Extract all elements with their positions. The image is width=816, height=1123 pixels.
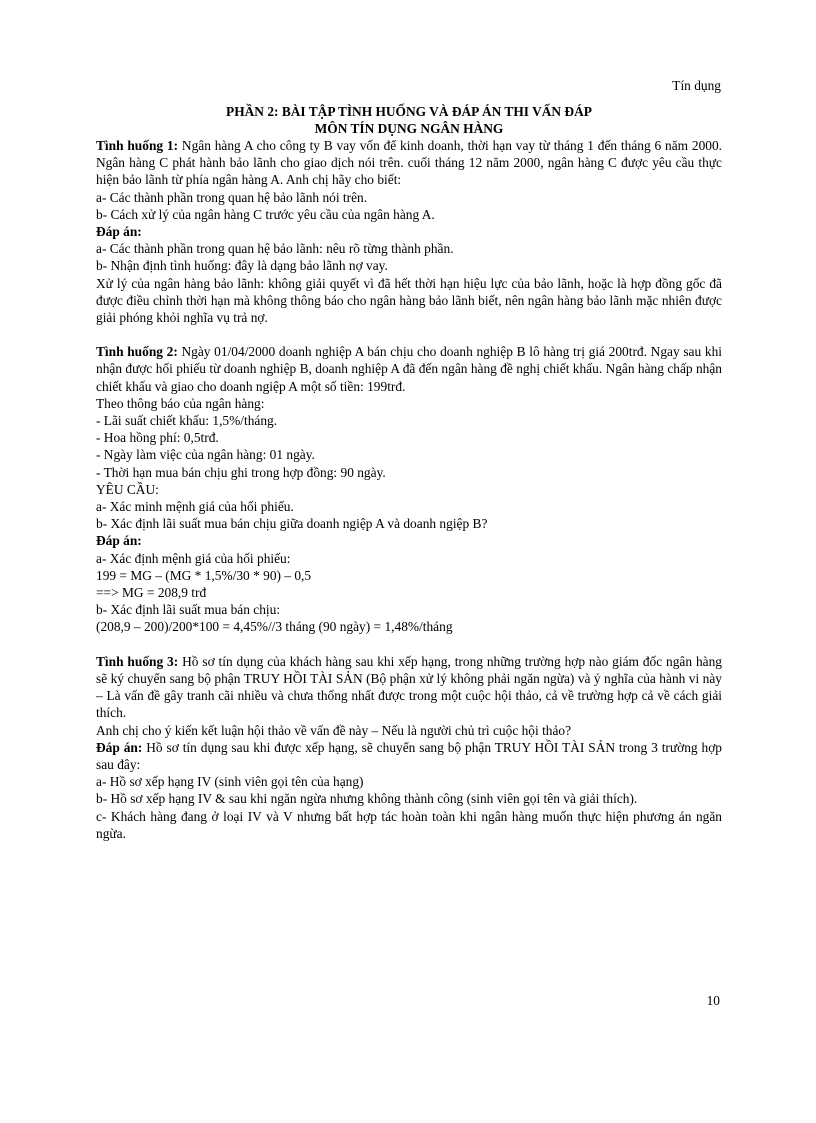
case-1-answer-c: Xử lý của ngân hàng bảo lãnh: không giải quyết vì đã hết thời hạn hiệu lực của bảo lãnh, hoặc là hợp đồng gốc đã được điều chỉnh thời hạn mà không thông báo cho ngân hàng bảo lãnh biết, nên ngân hàng bảo lãnh mặc nhiên được giải phóng khỏi nghĩa vụ trả nợ. bbox=[96, 275, 722, 326]
case-1-answer-a: a- Các thành phần trong quan hệ bảo lãnh: nêu rõ từng thành phần. bbox=[96, 241, 454, 257]
case-2-label: Tình huống 2: bbox=[96, 344, 178, 360]
case-3-intro bbox=[96, 653, 722, 722]
page-body bbox=[96, 70, 722, 842]
case-2-item-4: - Thời hạn mua bán chịu ghi trong hợp đồng: 90 ngày. bbox=[96, 464, 386, 480]
case-2 bbox=[96, 343, 722, 635]
page-title bbox=[96, 103, 722, 137]
case-2-item-3: - Ngày làm việc của ngân hàng: 01 ngày. bbox=[96, 447, 315, 463]
case-3-text: Hồ sơ tín dụng của khách hàng sau khi xếp hạng, trong những trường hợp nào giám đốc ngân hàng sẽ ký chuyển sang bộ phận TRUY HỒI TÀI SẢN (Bộ phận xử lý không phải ngăn ngừa) và ý nghĩa của hành vi này – Là vấn đề gây tranh cãi nhiều và chưa thống nhất được trong một cuộc hội thảo, cả về trường hợp cả về cách giải thích. bbox=[96, 653, 722, 721]
case-2-answer-4: b- Xác định lãi suất mua bán chịu: bbox=[96, 602, 281, 618]
case-1-answer-b: b- Nhận định tình huống: đây là dạng bảo lãnh nợ vay. bbox=[96, 258, 388, 274]
case-2-item-1: - Lãi suất chiết khấu: 1,5%/tháng. bbox=[96, 413, 278, 429]
case-3-question: Anh chị cho ý kiến kết luận hội thảo về vấn đề này – Nếu là người chủ trì cuộc hội thảo? bbox=[96, 722, 572, 738]
case-3-answer-a: a- Hồ sơ xếp hạng IV (sinh viên gọi tên của hạng) bbox=[96, 774, 364, 790]
case-2-answer-5: (208,9 – 200)/200*100 = 4,45%//3 tháng (90 ngày) = 1,48%/tháng bbox=[96, 619, 453, 635]
case-2-item-2: - Hoa hồng phí: 0,5trđ. bbox=[96, 430, 219, 446]
title-line-1: PHẦN 2: BÀI TẬP TÌNH HUỐNG VÀ ĐÁP ÁN THI VẤN ĐÁP bbox=[226, 104, 592, 119]
case-2-answer-3: ==> MG = 208,9 trđ bbox=[96, 585, 207, 601]
title-line-2: MÔN TÍN DỤNG NGÂN HÀNG bbox=[314, 121, 504, 136]
case-3-answer-c: c- Khách hàng đang ở loại IV và V nhưng bất hợp tác hoàn toàn khi ngân hàng muốn thực hiện phương án ngăn ngừa. bbox=[96, 808, 722, 841]
case-2-requirement: YÊU CẦU: bbox=[96, 481, 159, 497]
case-2-answer-2: 199 = MG – (MG * 1,5%/30 * 90) – 0,5 bbox=[96, 567, 312, 583]
case-3-label: Tình huống 3: bbox=[96, 653, 179, 669]
case-1-text: Ngân hàng A cho công ty B vay vốn để kinh doanh, thời hạn vay từ tháng 1 đến tháng 6 năm 2000. Ngân hàng C phát hành bảo lãnh cho giao dịch nói trên. cuối tháng 12 năm 2000, ngân hàng C được yêu cầu thực hiện bảo lãnh từ phía ngân hàng A. Anh chị hãy cho biết: bbox=[96, 138, 722, 188]
case-1 bbox=[96, 137, 722, 326]
case-3-answer-b: b- Hồ sơ xếp hạng IV & sau khi ngăn ngừa nhưng không thành công (sinh viên gọi tên và giải thích). bbox=[96, 791, 638, 807]
case-1-answer-label: Đáp án: bbox=[96, 224, 142, 240]
case-1-question-b: b- Cách xử lý của ngân hàng C trước yêu cầu của ngân hàng A. bbox=[96, 206, 435, 222]
case-3-answer-intro-text: Hồ sơ tín dụng sau khi được xếp hạng, sẽ chuyển sang bộ phận TRUY HỒI TÀI SẢN trong 3 trường hợp sau đây: bbox=[96, 739, 722, 772]
case-2-intro bbox=[96, 343, 722, 395]
case-2-notice: Theo thông báo của ngân hàng: bbox=[96, 395, 265, 411]
page-number: 10 bbox=[706, 993, 720, 1008]
running-header: Tín dụng bbox=[672, 78, 721, 93]
case-2-requirement-b: b- Xác định lãi suất mua bán chịu giữa doanh ngiệp A và doanh ngiệp B? bbox=[96, 516, 488, 532]
case-2-requirement-a: a- Xác minh mệnh giá của hối phiếu. bbox=[96, 499, 294, 515]
case-3-answer-label: Đáp án: bbox=[96, 739, 143, 755]
case-1-intro bbox=[96, 137, 722, 189]
case-2-answer-label: Đáp án: bbox=[96, 533, 142, 549]
case-1-label: Tình huống 1: bbox=[96, 138, 179, 153]
case-3-answer-intro bbox=[96, 739, 722, 773]
case-2-text: Ngày 01/04/2000 doanh nghiệp A bán chịu cho doanh nghiệp B lô hàng trị giá 200trđ. Ngay sau khi nhận được hối phiếu từ doanh nghiệp B, doanh nghiệp A đã đến ngân hàng đề nghị chiết khấu. Ngân hàng chấp nhận chiết khấu và giao cho doanh ngiệp A một số tiền: 199trđ. bbox=[96, 344, 722, 394]
case-3 bbox=[96, 653, 722, 842]
case-2-answer-1: a- Xác định mệnh giá của hối phiếu: bbox=[96, 550, 291, 566]
case-1-question-a: a- Các thành phần trong quan hệ bảo lãnh nói trên. bbox=[96, 189, 368, 205]
